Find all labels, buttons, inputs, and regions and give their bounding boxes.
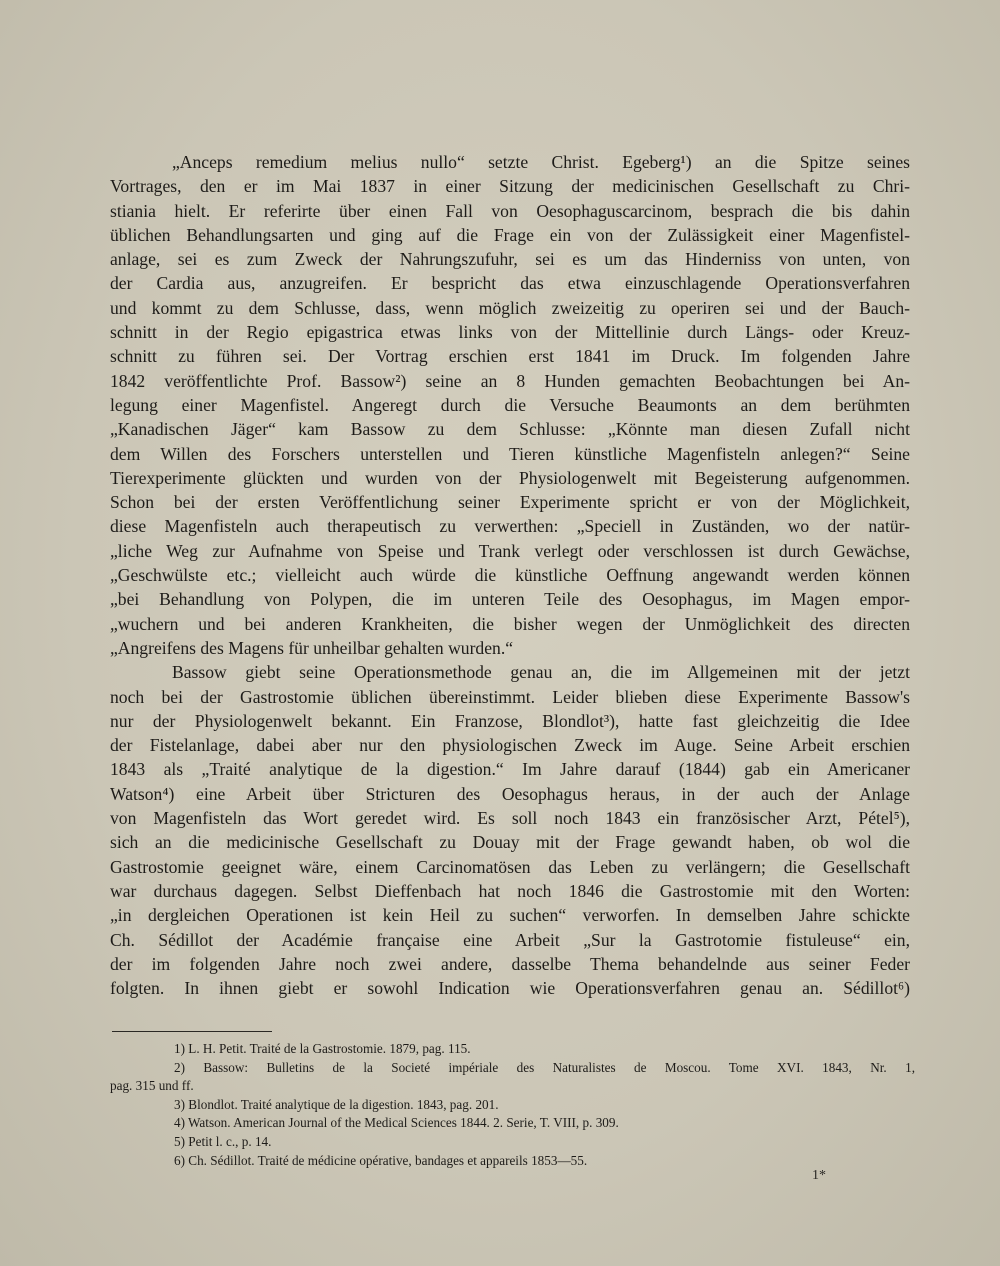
footnote: 1) L. H. Petit. Traité de la Gastrostomie. 1879, pag. 115.	[174, 1041, 471, 1056]
body-text	[110, 150, 910, 1000]
footnote: 4) Watson. American Journal of the Medical Sciences 1844. 2. Serie, T. VIII, p. 309.	[174, 1115, 619, 1131]
text-line: „wuchern und bei anderen Krankheiten, die bisher wegen der Unmöglichkeit des directen	[110, 613, 910, 634]
text-line: 1843 als „Traité analytique de la digestion.“ Im Jahre darauf (1844) gab ein Americaner	[110, 759, 910, 780]
text-line: Schon bei der ersten Veröffentlichung seiner Experimente spricht er von der Möglichkeit,	[110, 492, 910, 513]
signature-mark: 1*	[812, 1168, 826, 1183]
text-line: stiania hielt. Er referirte über einen Fall von Oesophaguscarcinom, besprach die bis dahin	[110, 200, 910, 221]
footnote: 2) Bassow: Bulletins de la Societé impériale des Naturalistes de Moscou. Tome XVI. 1843, Nr. 1,	[174, 1059, 915, 1075]
text-line: „liche Weg zur Aufnahme von Speise und Trank verlegt oder verschlossen ist durch Gewächse,	[110, 540, 910, 561]
footnote: 3) Blondlot. Traité analytique de la digestion. 1843, pag. 201.	[174, 1096, 499, 1112]
text-line: „in dergleichen Operationen ist kein Heil zu suchen“ verworfen. In demselben Jahre schickte	[110, 905, 910, 926]
text-line: nur der Physiologenwelt bekannt. Ein Franzose, Blondlot³), hatte fast gleichzeitig die Idee	[110, 710, 910, 731]
text-line: war durchaus dagegen. Selbst Dieffenbach hat noch 1846 die Gastrostomie mit den Worten:	[110, 880, 910, 901]
text-line: der im folgenden Jahre noch zwei andere, dasselbe Thema behandelnde aus seiner Feder	[110, 953, 910, 974]
text-line: folgten. In ihnen giebt er sowohl Indication wie Operationsverfahren genau an. Sédillot⁶)	[110, 978, 910, 999]
text-line: üblichen Behandlungsarten und ging auf die Frage ein von der Zulässigkeit einer Magenfistel-	[110, 224, 910, 245]
text-line: legung einer Magenfistel. Angeregt durch die Versuche Beaumonts an dem berühmten	[110, 394, 910, 415]
footnotes	[110, 1040, 915, 1170]
text-line: schnitt in der Regio epigastrica etwas links von der Mittellinie durch Längs- oder Kreuz-	[110, 322, 910, 343]
text-line: der Fistelanlage, dabei aber nur den physiologischen Zweck im Auge. Seine Arbeit erschien	[110, 735, 910, 756]
text-line: Ch. Sédillot der Académie française eine Arbeit „Sur la Gastrotomie fistuleuse“ ein,	[110, 929, 910, 950]
text-line: diese Magenfisteln auch therapeutisch zu verwerthen: „Speciell in Zuständen, wo der natür-	[110, 516, 910, 537]
text-line: Gastrostomie geeignet wäre, einem Carcinomatösen das Leben zu verlängern; die Gesellschaft	[110, 856, 910, 877]
text-line: Vortrages, den er im Mai 1837 in einer Sitzung der medicinischen Gesellschaft zu Chri-	[110, 176, 910, 197]
text-line: Watson⁴) eine Arbeit über Stricturen des Oesophagus heraus, in der auch der Anlage	[110, 783, 910, 804]
text-line: und kommt zu dem Schlusse, dass, wenn möglich zweizeitig zu operiren sei und der Bauch-	[110, 297, 910, 318]
footnote-divider	[112, 1031, 272, 1032]
text-line: Tierexperimente glückten und wurden von der Physiologenwelt mit Begeisterung aufgenommen.	[110, 467, 910, 488]
footnote: 5) Petit l. c., p. 14.	[174, 1133, 272, 1149]
text-line: „Anceps remedium melius nullo“ setzte Christ. Egeberg¹) an die Spitze seines	[172, 152, 910, 172]
text-line: Bassow giebt seine Operationsmethode genau an, die im Allgemeinen mit der jetzt	[172, 662, 910, 683]
footnote-continuation: pag. 315 und ff.	[110, 1078, 194, 1094]
text-line: dem Willen des Forschers unterstellen und Tieren künstliche Magenfisteln anlegen?“ Seine	[110, 443, 910, 464]
text-line: anlage, sei es zum Zweck der Nahrungszufuhr, sei es um das Hinderniss von unten, von	[110, 249, 910, 270]
text-line: „bei Behandlung von Polypen, die im unteren Teile des Oesophagus, im Magen empor-	[110, 589, 910, 610]
text-line: „Kanadischen Jäger“ kam Bassow zu dem Schlusse: „Könnte man diesen Zufall nicht	[110, 419, 910, 440]
text-line: der Cardia aus, anzugreifen. Er bespricht das etwa einzuschlagende Operationsverfahren	[110, 273, 910, 294]
text-line: sich an die medicinische Gesellschaft zu Douay mit der Frage gewandt haben, ob wol die	[110, 832, 910, 853]
text-line: noch bei der Gastrostomie üblichen übereinstimmt. Leider blieben diese Experimente Bassow's	[110, 686, 910, 707]
text-line: von Magenfisteln das Wort geredet wird. Es soll noch 1843 ein französischer Arzt, Pétel⁵),	[110, 808, 910, 829]
text-line: „Geschwülste etc.; vielleicht auch würde die künstliche Oeffnung angewandt werden können	[110, 565, 910, 586]
footnote: 6) Ch. Sédillot. Traité de médicine opérative, bandages et appareils 1853—55.	[174, 1152, 588, 1168]
text-line: 1842 veröffentlichte Prof. Bassow²) seine an 8 Hunden gemachten Beobachtungen bei An-	[110, 370, 910, 391]
text-line: schnitt zu führen sei. Der Vortrag erschien erst 1841 im Druck. Im folgenden Jahre	[110, 346, 910, 367]
text-line: „Angreifens des Magens für unheilbar gehalten wurden.“	[110, 637, 514, 658]
